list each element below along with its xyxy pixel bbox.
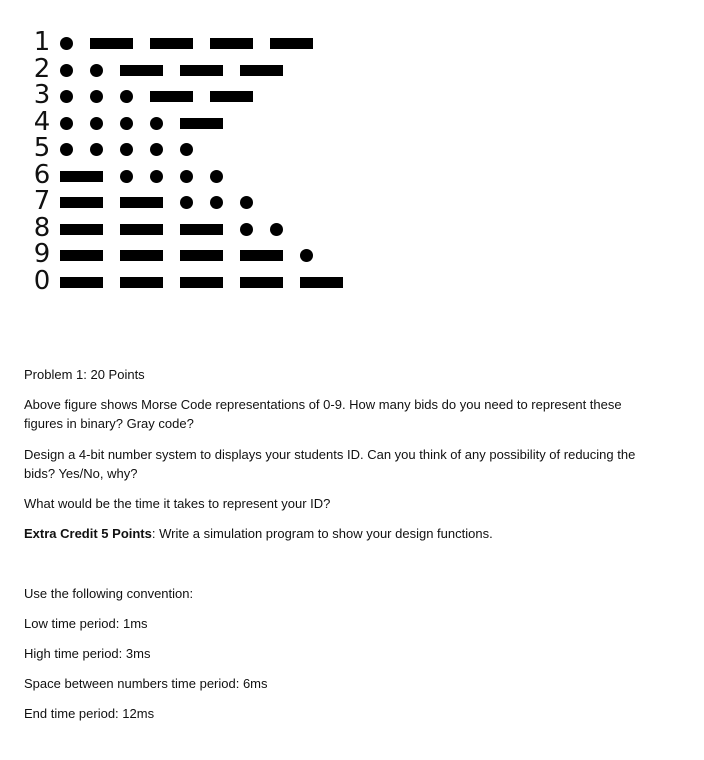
morse-dash — [150, 38, 193, 49]
digit-label: 1 — [33, 27, 51, 57]
morse-dash — [120, 277, 163, 288]
morse-dash — [150, 91, 193, 102]
morse-dot — [180, 143, 193, 156]
convention-high: High time period: 3ms — [24, 646, 151, 661]
convention-space: Space between numbers time period: 6ms — [24, 676, 268, 691]
digit-label: 0 — [33, 265, 51, 296]
question-time-id: What would be the time it takes to represent your ID? — [24, 496, 331, 511]
convention-end: End time period: 12ms — [24, 706, 155, 721]
morse-dot — [60, 143, 73, 156]
convention-low: Low time period: 1ms — [24, 616, 148, 631]
morse-dash — [60, 197, 103, 208]
convention-intro: Use the following convention: — [24, 586, 194, 601]
morse-dash — [60, 171, 103, 182]
morse-dash — [120, 250, 163, 261]
morse-dash — [180, 224, 223, 235]
extra-credit-label: Extra Credit 5 Points — [24, 526, 152, 541]
morse-dot — [60, 90, 73, 103]
morse-dash — [120, 65, 163, 76]
digit-label: 3 — [33, 80, 51, 110]
morse-dot — [90, 90, 103, 103]
morse-dash — [270, 38, 313, 49]
morse-dot — [210, 170, 223, 183]
digit-label: 6 — [33, 159, 51, 190]
morse-dot — [240, 196, 253, 209]
morse-dot — [150, 143, 163, 156]
morse-code-figure — [0, 0, 704, 300]
morse-dot — [120, 117, 133, 130]
morse-dot — [120, 143, 133, 156]
morse-dash — [60, 224, 103, 235]
extra-credit-text: : Write a simulation program to show your design functions. — [151, 526, 493, 541]
morse-dash — [180, 65, 223, 76]
morse-dash — [240, 250, 283, 261]
morse-dot — [270, 223, 283, 236]
morse-dash — [210, 91, 253, 102]
question-4bit-design: Design a 4-bit number system to displays your students ID. Can you think of any possibility of reducing the bids? Yes/No, why? — [24, 447, 636, 481]
digit-label: 5 — [33, 133, 51, 163]
morse-dot — [120, 170, 133, 183]
digit-label: 8 — [33, 212, 51, 243]
digit-label: 2 — [33, 53, 51, 84]
morse-dash — [180, 277, 223, 288]
morse-dot — [60, 117, 73, 130]
morse-dot — [240, 223, 253, 236]
morse-dot — [60, 64, 73, 77]
digit-label: 7 — [33, 186, 51, 216]
morse-dot — [180, 196, 193, 209]
morse-dot — [120, 90, 133, 103]
morse-dash — [120, 224, 163, 235]
digit-label: 4 — [33, 106, 51, 137]
morse-dash — [180, 118, 223, 129]
morse-dot — [90, 117, 103, 130]
morse-dash — [300, 277, 343, 288]
morse-dot — [210, 196, 223, 209]
morse-dash — [240, 65, 283, 76]
morse-dot — [150, 117, 163, 130]
morse-dash — [180, 250, 223, 261]
morse-dot — [300, 249, 313, 262]
digit-label: 9 — [33, 239, 51, 269]
morse-dash — [120, 197, 163, 208]
morse-dot — [150, 170, 163, 183]
morse-dash — [210, 38, 253, 49]
morse-dash — [60, 250, 103, 261]
morse-dash — [240, 277, 283, 288]
morse-dot — [90, 64, 103, 77]
morse-dash — [60, 277, 103, 288]
morse-dot — [60, 37, 73, 50]
morse-dash — [90, 38, 133, 49]
morse-dot — [90, 143, 103, 156]
question-binary-gray: Above figure shows Morse Code representations of 0-9. How many bids do you need to represent these figures in binary? Gray code? — [24, 397, 622, 431]
morse-dot — [180, 170, 193, 183]
problem-heading: Problem 1: 20 Points — [24, 367, 145, 382]
extra-credit — [24, 524, 654, 543]
